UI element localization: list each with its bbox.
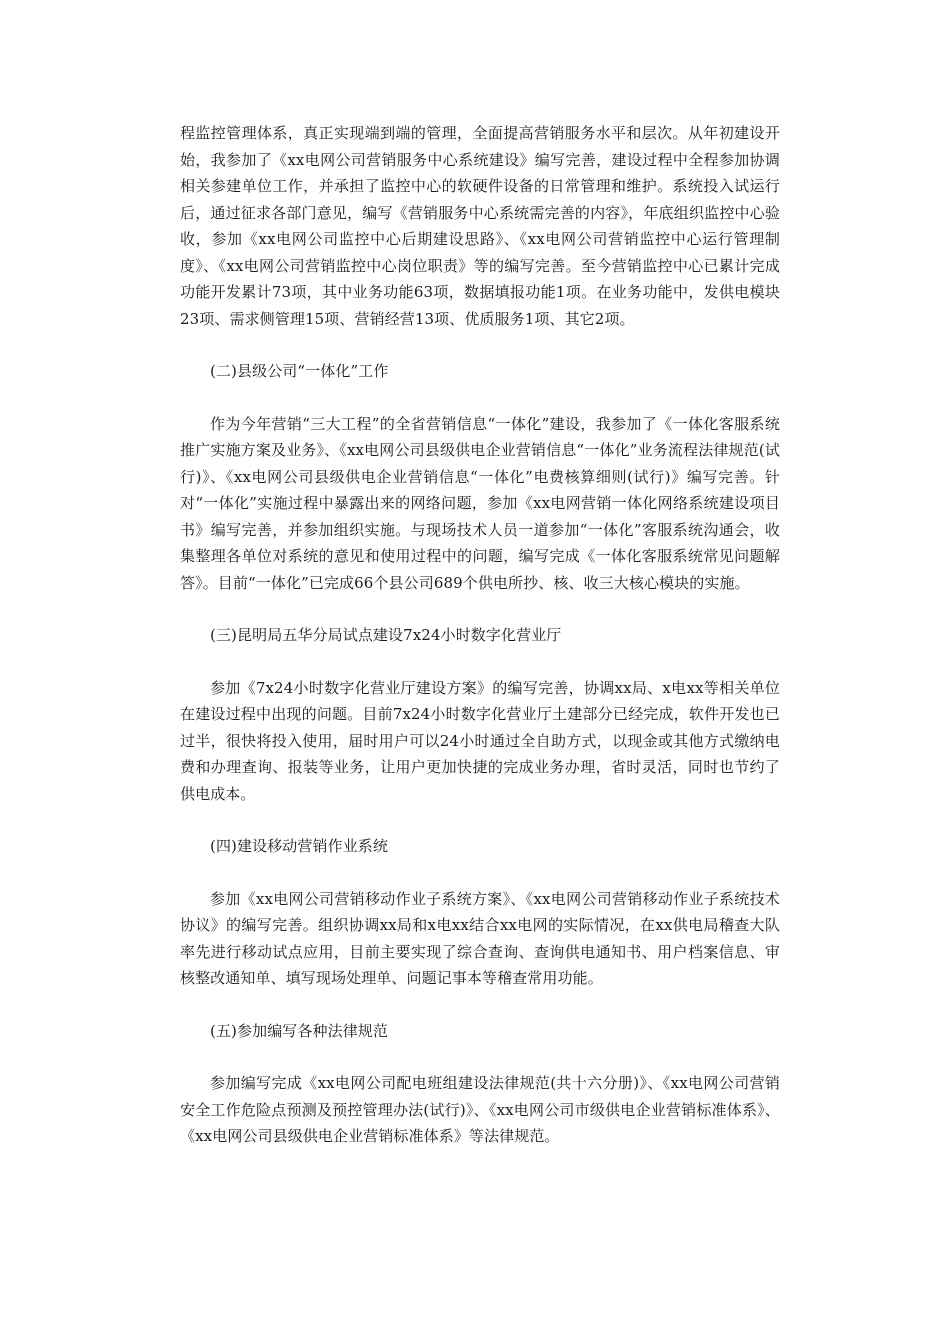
section5-body: 参加编写完成《xx电网公司配电班组建设法律规范(共十六分册)》、《xx电网公司营销安全工作危险点预测及预控管理办法(试行)》、《xx电网公司市级供电企业营销标准体系》、《xx电网公司县级供电企业营销标准体系》等法律规范。 [180, 1074, 780, 1145]
document-page [180, 120, 780, 1176]
section5-heading: (五)参加编写各种法律规范 [210, 1021, 389, 1040]
section3-body: 参加《7x24小时数字化营业厅建设方案》的编写完善，协调xx局、x电xx等相关单位在建设过程中出现的问题。目前7x24小时数字化营业厅土建部分已经完成，软件开发也已过半，很快将投入使用，届时用户可以24小时通过全自助方式，以现金或其他方式缴纳电费和办理查询、报装等业务，让用户更加快捷的完成业务办理，省时灵活，同时也节约了供电成本。 [180, 678, 780, 803]
section4-body: 参加《xx电网公司营销移动作业子系统方案》、《xx电网公司营销移动作业子系统技术协议》的编写完善。组织协调xx局和x电xx结合xx电网的实际情况，在xx供电局稽查大队率先进行移动试点应用，目前主要实现了综合查询、查询供电通知书、用户档案信息、审核整改通知单、填写现场处理单、问题记事本等稽查常用功能。 [180, 889, 780, 987]
section3-heading: (三)昆明局五华分局试点建设7x24小时数字化营业厅 [210, 626, 562, 644]
section2-heading: (二)县级公司“一体化”工作 [210, 362, 389, 380]
intro-paragraph: 程监控管理体系，真正实现端到端的管理，全面提高营销服务水平和层次。从年初建设开始，我参加了《xx电网公司营销服务中心系统建设》编写完善，建设过程中全程参加协调相关参建单位工作，并承担了监控中心的软硬件设备的日常管理和维护。系统投入试运行后，通过征求各部门意见，编写《营销服务中心系统需完善的内容》，年底组织监控中心验收，参加《xx电网公司监控中心后期建设思路》、《xx电网公司营销监控中心运行管理制度》、《xx电网公司营销监控中心岗位职责》等的编写完善。至今营销监控中心已累计完成功能开发累计73项，其中业务功能63项，数据填报功能1项。在业务功能中，发供电模块23项、需求侧管理15项、营销经营13项、优质服务1项、其它2项。 [180, 124, 780, 328]
section4-heading: (四)建设移动营销作业系统 [210, 837, 389, 855]
section2-body: 作为今年营销“三大工程”的全省营销信息“一体化”建设，我参加了《一体化客服系统推广实施方案及业务》、《xx电网公司县级供电企业营销信息“一体化”业务流程法律规范(试行)》、《xx电网公司县级供电企业营销信息“一体化”电费核算细则(试行)》编写完善。针对“一体化”实施过程中暴露出来的网络问题，参加《xx电网营销一体化网络系统建设项目书》编写完善，并参加组织实施。与现场技术人员一道参加“一体化”客服系统沟通会，收集整理各单位对系统的意见和使用过程中的问题，编写完成《一体化客服系统常见问题解答》。目前“一体化”已完成66个县公司689个供电所抄、核、收三大核心模块的实施。 [180, 414, 780, 592]
